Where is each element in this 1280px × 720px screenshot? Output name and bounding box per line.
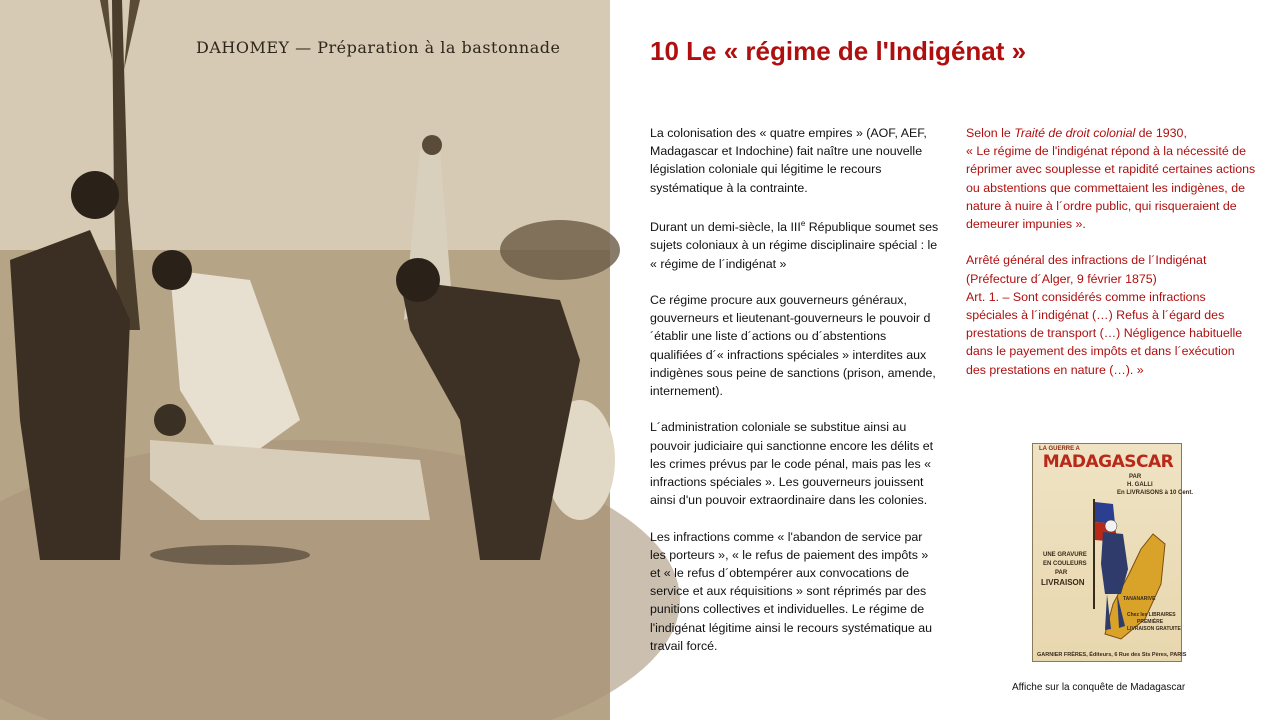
quote-arrete-body: Art. 1. – Sont considérés comme infractions spéciales à l´indigénat (…) Refus à l´égard des prestations de transport (…) Négligence habituelle dans le payement des impôts et dans l´exécution des prestations en nature (…). »	[966, 289, 1243, 377]
poster-top-label: LA GUERRE A	[1039, 446, 1080, 452]
paragraph-republique	[650, 215, 940, 273]
poster-libraires-1: Chez les LIBRAIRES	[1127, 612, 1176, 618]
left-text-column	[650, 124, 940, 673]
poster-tananarive: TANANARIVE	[1123, 596, 1156, 602]
photo-caption: DAHOMEY — Préparation à la bastonnade	[196, 38, 561, 57]
poster-caption: Affiche sur la conquête de Madagascar	[1012, 682, 1186, 693]
quote-traite	[966, 124, 1256, 233]
historical-photograph	[0, 0, 610, 720]
quote-traite-title: Traité de droit colonial	[1014, 126, 1136, 140]
poster-gravure-4: LIVRAISON	[1041, 578, 1085, 587]
poster-libraires-2: PREMIÈRE	[1137, 619, 1164, 625]
paragraph-republique-start: Durant un demi-siècle, la III	[650, 220, 801, 235]
poster-par: PAR	[1129, 474, 1142, 480]
poster-gravure-1: UNE GRAVURE	[1043, 552, 1087, 558]
poster-gravure-3: PAR	[1055, 570, 1068, 576]
paragraph-regime: Ce régime procure aux gouverneurs généraux, gouverneurs et lieutenant-gouverneurs le pouvoir d´établir une liste d´actions ou d´abstentions qualifiées d´« infractions spéciales » interdites aux indigènes sous peine de sanctions (prison, amende, internement).	[650, 292, 936, 398]
paragraph-republique-end: République soumet ses sujets coloniaux à un régime disciplinaire spécial : le « régime de l´indigénat »	[650, 220, 939, 271]
right-quote-column	[966, 124, 1256, 397]
quote-traite-suffix: de 1930,	[1135, 126, 1187, 140]
paragraph-infractions: Les infractions comme « l'abandon de service par les porteurs », « le refus de paiement des impôts » et « le refus d´obtempérer aux convocations de service et aux réquisitions » sont réprimés par des punitions collectives et individuelles. Le régime de l'indigénat légitime ainsi le recours systématique au travail forcé.	[650, 529, 932, 653]
madagascar-poster	[1032, 443, 1194, 662]
poster-publisher: GARNIER FRÈRES, Éditeurs, 6 Rue des Sts Pères, PARIS	[1037, 652, 1187, 658]
poster-title: MADAGASCAR	[1042, 452, 1174, 472]
poster-author: H. GALLI	[1127, 482, 1153, 488]
quote-arrete-heading: Arrêté général des infractions de l´Indigénat (Préfecture d´Alger, 9 février 1875)	[966, 253, 1207, 286]
poster-libraires-3: LIVRAISON GRATUITE	[1127, 626, 1181, 632]
page-title: 10 Le « régime de l'Indigénat »	[650, 36, 1027, 66]
quote-arrete	[966, 251, 1256, 378]
quote-traite-prefix: Selon le	[966, 126, 1015, 140]
paragraph-colonisation: La colonisation des « quatre empires » (AOF, AEF, Madagascar et Indochine) fait naître une nouvelle législation coloniale qui légitime le recours systématique à la contrainte.	[650, 126, 927, 195]
quote-traite-body: « Le régime de l'indigénat répond à la nécessité de réprimer avec souplesse et rapidité certaines actions ou abstentions que commettaient les indigènes, de nature à nuire à l´ordre public, qui risqueraient de demeurer impunies ».	[966, 144, 1256, 232]
paragraph-administration: L´administration coloniale se substitue ainsi au pouvoir judiciaire qui sanctionne encore les délits et les crimes prévus par le code pénal, mais pas les « infractions spéciales ». Les gouverneurs jouissent ainsi d'un pouvoir extraordinaire dans les colonies.	[650, 420, 934, 508]
poster-gravure-2: EN COULEURS	[1043, 561, 1087, 567]
poster-livraisons: En LIVRAISONS à 10 Cent.	[1117, 490, 1194, 496]
photo-scene	[0, 0, 610, 720]
superscript-e: e	[800, 219, 806, 228]
